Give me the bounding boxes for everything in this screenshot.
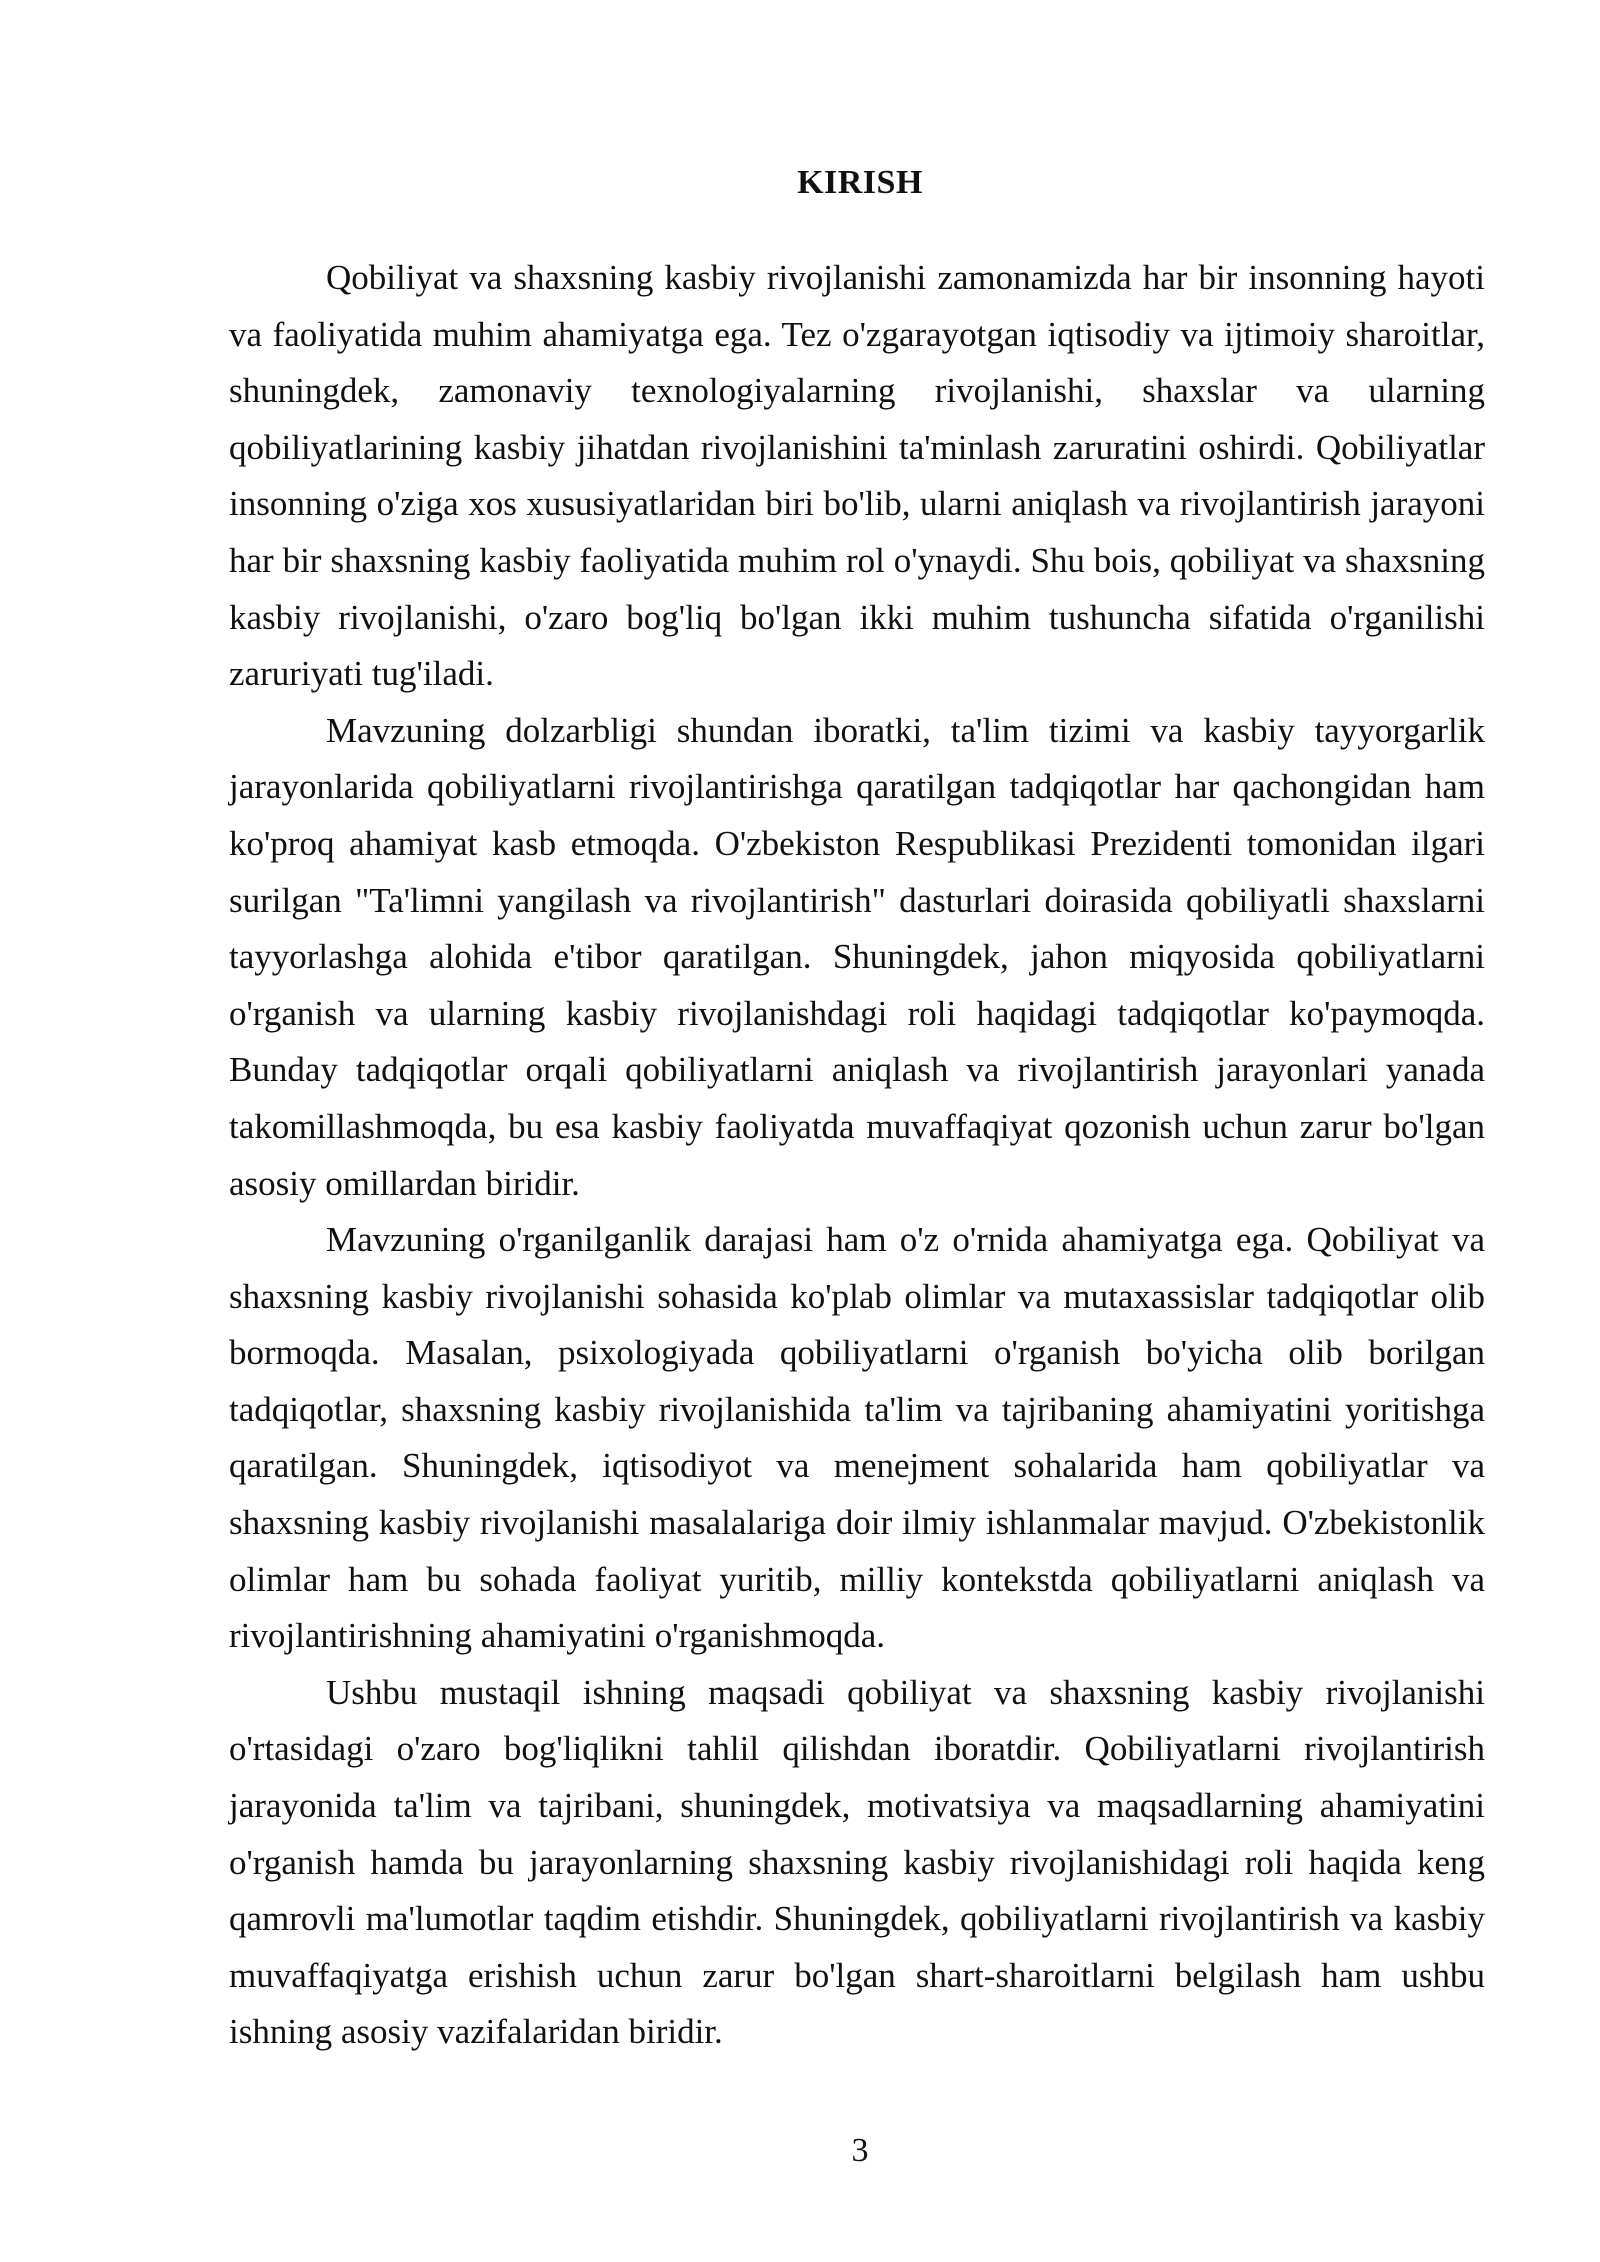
page-title: KIRISH <box>797 164 923 201</box>
body-text <box>229 250 1485 2061</box>
paragraph-relevance: Mavzuning dolzarbligi shundan iboratki, ta'lim tizimi va kasbiy tayyorgarlik jarayonlarida qobiliyatlarni rivojlantirishga qaratilgan tadqiqotlar har qachongidan ham ko'proq ahamiyat kasb etmoqda. O'zbekiston Respublikasi Prezidenti tomonidan ilgari surilgan "Ta'limni yangilash va rivojlantirish" dasturlari doirasida qobiliyatli shaxslarni tayyorlashga alohida e'tibor qaratilgan. Shuningdek, jahon miqyosida qobiliyatlarni o'rganish va ularning kasbiy rivojlanishdagi roli haqidagi tadqiqotlar ko'paymoqda. Bunday tadqiqotlar orqali qobiliyatlarni aniqlash va rivojlantirish jarayonlari yanada takomillashmoqda, bu esa kasbiy faoliyatda muvaffaqiyat qozonish uchun zarur bo'lgan asosiy omillardan biridir. <box>229 710 1485 1203</box>
paragraph-goal: Ushbu mustaqil ishning maqsadi qobiliyat va shaxsning kasbiy rivojlanishi o'rtasidagi o'zaro bog'liqlikni tahlil qilishdan iboratdir. Qobiliyatlarni rivojlantirish jarayonida ta'lim va tajribani, shuningdek, motivatsiya va maqsadlarning ahamiyatini o'rganish hamda bu jarayonlarning shaxsning kasbiy rivojlanishidagi roli haqida keng qamrovli ma'lumotlar taqdim etishdir. Shuningdek, qobiliyatlarni rivojlantirish va kasbiy muvaffaqiyatga erishish uchun zarur bo'lgan shart-sharoitlarni belgilash ham ushbu ishning asosiy vazifalaridan biridir. <box>229 1672 1485 2052</box>
paragraph-study-level: Mavzuning o'rganilganlik darajasi ham o'z o'rnida ahamiyatga ega. Qobiliyat va shaxsning kasbiy rivojlanishi sohasida ko'plab olimlar va mutaxassislar tadqiqotlar olib bormoqda. Masalan, psixologiyada qobiliyatlarni o'rganish bo'yicha olib borilgan tadqiqotlar, shaxsning kasbiy rivojlanishida ta'lim va tajribaning ahamiyatini yoritishga qaratilgan. Shuningdek, iqtisodiyot va menejment sohalarida ham qobiliyatlar va shaxsning kasbiy rivojlanishi masalalariga doir ilmiy ishlanmalar mavjud. O'zbekistonlik olimlar ham bu sohada faoliyat yuritib, milliy kontekstda qobiliyatlarni aniqlash va rivojlantirishning ahamiyatini o'rganishmoqda. <box>229 1220 1485 1656</box>
page-number: 3 <box>851 2132 869 2169</box>
paragraph-intro: Qobiliyat va shaxsning kasbiy rivojlanishi zamonamizda har bir insonning hayoti va faoliyatida muhim ahamiyatga ega. Tez o'zgarayotgan iqtisodiy va ijtimoiy sharoitlar, shuningdek, zamonaviy texnologiyalarning rivojlanishi, shaxslar va ularning qobiliyatlarining kasbiy jihatdan rivojlanishini ta'minlash zaruratini oshirdi. Qobiliyatlar insonning o'ziga xos xususiyatlaridan biri bo'lib, ularni aniqlash va rivojlantirish jarayoni har bir shaxsning kasbiy faoliyatida muhim rol o'ynaydi. Shu bois, qobiliyat va shaxsning kasbiy rivojlanishi, o'zaro bog'liq bo'lgan ikki muhim tushuncha sifatida o'rganilishi zaruriyati tug'iladi. <box>229 258 1485 694</box>
